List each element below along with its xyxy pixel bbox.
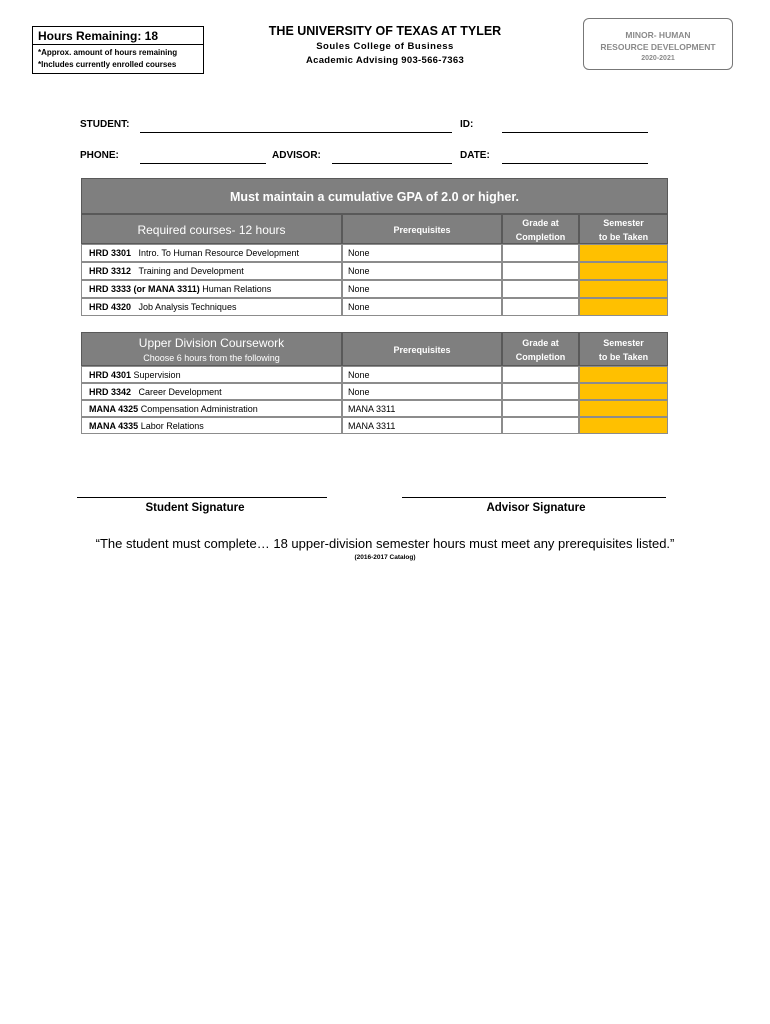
phone-label: PHONE:: [80, 150, 119, 161]
table-row: [81, 417, 668, 434]
upper-semester-header-line2: to be Taken: [598, 352, 649, 362]
grade-cell[interactable]: [502, 417, 579, 434]
required-grade-header-line2: Completion: [515, 232, 566, 242]
required-prereq-header: Prerequisites: [342, 214, 502, 244]
semester-cell[interactable]: [579, 262, 668, 280]
course-code: MANA 4335: [89, 421, 139, 431]
student-signature-label: Student Signature: [145, 502, 245, 514]
minor-year: 2020-2021: [641, 55, 675, 62]
minor-line-2: RESOURCE DEVELOPMENT: [600, 42, 716, 52]
course-cell: [81, 244, 342, 262]
prereq-cell: MANA 3311: [342, 417, 502, 434]
table-row: [81, 383, 668, 400]
requirement-quote: “The student must complete… 18 upper-division semester hours must meet any prerequisites listed.”: [95, 536, 675, 551]
semester-cell[interactable]: [579, 366, 668, 383]
table-row: [81, 262, 668, 280]
advisor-field[interactable]: [332, 163, 452, 164]
semester-cell[interactable]: [579, 298, 668, 316]
upper-division-subtitle: Choose 6 hours from the following: [143, 353, 280, 363]
course-name: Intro. To Human Resource Development: [138, 248, 299, 258]
catalog-note: (2016-2017 Catalog): [354, 554, 416, 561]
student-signature-line[interactable]: [77, 497, 327, 498]
upper-division-title: Upper Division Coursework: [138, 336, 285, 350]
id-label: ID:: [460, 119, 474, 130]
course-cell: [81, 366, 342, 383]
table-row: [81, 244, 668, 262]
course-name: Labor Relations: [140, 421, 204, 431]
advisor-label: ADVISOR:: [272, 150, 321, 161]
advisor-signature-label: Advisor Signature: [486, 502, 586, 514]
semester-cell[interactable]: [579, 417, 668, 434]
date-label: DATE:: [460, 150, 490, 161]
prereq-cell: None: [342, 262, 502, 280]
upper-division-header: [81, 332, 342, 366]
hours-remaining-title: Hours Remaining: 18: [38, 29, 159, 43]
hours-note-1: *Approx. amount of hours remaining: [38, 48, 178, 57]
college-name: Soules College of Business: [316, 41, 454, 52]
table-row: [81, 280, 668, 298]
upper-grade-header: [502, 332, 579, 366]
semester-cell[interactable]: [579, 244, 668, 262]
student-field[interactable]: [140, 132, 452, 133]
table-row: [81, 400, 668, 417]
grade-cell[interactable]: [502, 366, 579, 383]
course-name: Supervision: [133, 370, 181, 380]
course-cell: [81, 280, 342, 298]
advising-contact: Academic Advising 903-566-7363: [305, 55, 465, 66]
course-code: HRD 3333 (or MANA 3311): [89, 284, 200, 294]
semester-cell[interactable]: [579, 400, 668, 417]
course-name: Career Development: [138, 387, 222, 397]
grade-cell[interactable]: [502, 400, 579, 417]
prereq-cell: None: [342, 383, 502, 400]
phone-field[interactable]: [140, 163, 266, 164]
required-semester-header: [579, 214, 668, 244]
course-code: HRD 4301: [89, 370, 132, 380]
grade-cell[interactable]: [502, 262, 579, 280]
prereq-cell: None: [342, 298, 502, 316]
table-row: [81, 366, 668, 383]
course-code: MANA 4325: [89, 404, 139, 414]
date-field[interactable]: [502, 163, 648, 164]
course-cell: [81, 383, 342, 400]
upper-table-body: [81, 366, 668, 434]
semester-cell[interactable]: [579, 280, 668, 298]
semester-cell[interactable]: [579, 383, 668, 400]
table-row: [81, 298, 668, 316]
grade-cell[interactable]: [502, 280, 579, 298]
hours-divider: [33, 44, 203, 45]
grade-cell[interactable]: [502, 244, 579, 262]
minor-line-1: MINOR- HUMAN: [625, 30, 691, 40]
course-cell: [81, 417, 342, 434]
course-cell: [81, 262, 342, 280]
hours-remaining-box: [32, 26, 204, 74]
prereq-cell: None: [342, 366, 502, 383]
prereq-cell: MANA 3311: [342, 400, 502, 417]
course-name: Training and Development: [138, 266, 244, 276]
prereq-cell: None: [342, 280, 502, 298]
course-name: Human Relations: [202, 284, 272, 294]
grade-cell[interactable]: [502, 383, 579, 400]
required-semester-header-line1: Semester: [603, 218, 644, 228]
required-grade-header: [502, 214, 579, 244]
course-code: HRD 4320: [89, 302, 132, 312]
course-code: HRD 3342: [89, 387, 132, 397]
id-field[interactable]: [502, 132, 648, 133]
course-code: HRD 3301: [89, 248, 132, 258]
gpa-notice: Must maintain a cumulative GPA of 2.0 or higher.: [81, 178, 668, 214]
advisor-signature-line[interactable]: [402, 497, 666, 498]
course-cell: [81, 400, 342, 417]
hours-note-2: *Includes currently enrolled courses: [38, 60, 177, 69]
required-table-body: [81, 244, 668, 316]
university-title: THE UNIVERSITY OF TEXAS AT TYLER: [268, 24, 502, 38]
course-cell: [81, 298, 342, 316]
upper-grade-header-line1: Grade at: [522, 338, 559, 348]
upper-semester-header: [579, 332, 668, 366]
upper-grade-header-line2: Completion: [515, 352, 566, 362]
prereq-cell: None: [342, 244, 502, 262]
required-courses-header: Required courses- 12 hours: [81, 214, 342, 244]
grade-cell[interactable]: [502, 298, 579, 316]
course-code: HRD 3312: [89, 266, 132, 276]
course-name: Compensation Administration: [140, 404, 258, 414]
minor-badge: [583, 18, 733, 70]
required-grade-header-line1: Grade at: [522, 218, 559, 228]
upper-semester-header-line1: Semester: [603, 338, 644, 348]
course-name: Job Analysis Techniques: [138, 302, 237, 312]
upper-prereq-header: Prerequisites: [342, 332, 502, 366]
required-semester-header-line2: to be Taken: [598, 232, 649, 242]
student-label: STUDENT:: [80, 119, 130, 130]
